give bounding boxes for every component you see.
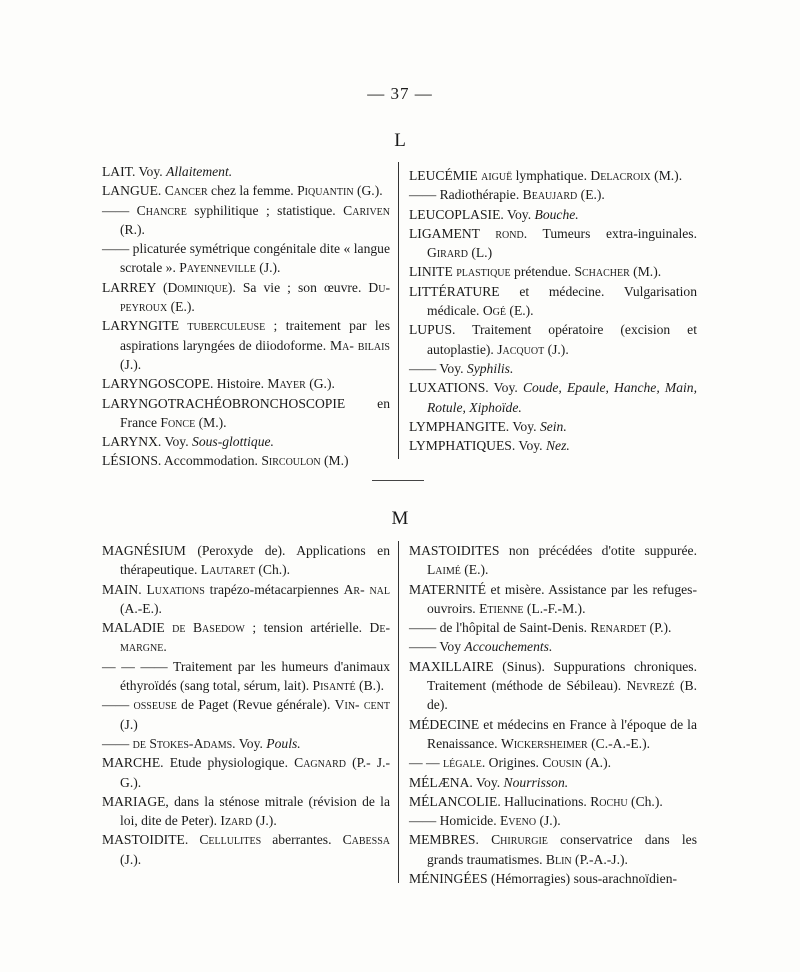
cross-reference: Sein.: [539, 418, 567, 434]
index-entry: [409, 792, 697, 811]
entry-text: MÉDECINE et médecins en France à l'époque de la Renaissance.: [409, 716, 697, 751]
index-entry: [409, 541, 697, 580]
entry-text: ——: [102, 735, 133, 751]
index-entry: [102, 394, 390, 433]
entry-text: (P.-A.-J.).: [571, 851, 628, 867]
entry-text: (J.).: [255, 260, 281, 276]
author-name: Fonce: [160, 414, 196, 430]
entry-text: ; tension artérielle.: [244, 620, 370, 636]
cross-reference: Allaitement.: [166, 164, 233, 179]
index-entry: [409, 637, 697, 656]
entry-text: (E.).: [167, 299, 195, 315]
entry-text: —— Voy.: [409, 360, 467, 376]
author-name: De- margne.: [120, 620, 390, 655]
section-separator: [372, 480, 424, 481]
index-column-m-right: [409, 541, 697, 888]
entry-text: —— de l'hôpital de Saint-Denis.: [409, 620, 591, 636]
entry-text: (J.).: [536, 813, 561, 829]
entry-text: LAIT. Voy.: [102, 164, 167, 179]
entry-text: (J.).: [544, 341, 569, 357]
author-name: Vin- cent: [334, 697, 390, 713]
entry-text: (M.).: [195, 414, 227, 430]
entry-text: MAXILLAIRE (Sinus). Suppurations chroniques. Traitement (méthode de Sébileau).: [409, 658, 697, 694]
entry-text: ). Sa vie ; son œuvre.: [227, 279, 369, 295]
author-name: Laimé: [427, 562, 461, 578]
author-name: Ar- nal: [343, 581, 390, 597]
index-entry: [409, 436, 697, 455]
section-letter-l: L: [394, 130, 406, 151]
entry-text: (R.).: [120, 221, 145, 237]
entry-text: LARYNGOTRACHÉOBRONCHOSCOPIE en France: [102, 395, 390, 430]
entry-text: LYMPHANGITE. Voy.: [409, 418, 540, 434]
author-name: Delacroix: [590, 168, 651, 183]
index-entry: [102, 162, 390, 181]
index-entry: [409, 580, 697, 619]
entry-text: (M.).: [629, 264, 662, 280]
index-entry: [409, 715, 697, 754]
entry-text: (E.).: [577, 187, 605, 203]
index-entry: [102, 432, 390, 451]
author-name: Wickersheimer: [500, 735, 588, 751]
index-entry: [409, 224, 697, 263]
author-name: Etienne: [479, 600, 524, 616]
author-name: Cousin: [542, 755, 582, 771]
entry-text: LÉSIONS. Accommodation.: [102, 453, 262, 469]
entry-text: prétendue.: [510, 264, 575, 280]
cross-reference: Nez.: [545, 438, 570, 454]
entry-text: (M.).: [650, 168, 683, 183]
entry-text: . Origines.: [481, 755, 543, 771]
entry-text: (A.).: [581, 755, 611, 771]
index-entry: [102, 580, 390, 619]
author-name: Renardet: [590, 620, 647, 636]
index-entry: [102, 181, 390, 200]
index-entry: [409, 205, 697, 224]
entry-text: (E.).: [506, 303, 534, 319]
author-name: Izard: [220, 813, 253, 829]
author-name: Beaujard: [522, 187, 578, 203]
index-entry: [102, 734, 390, 753]
author-name: Girard: [427, 245, 468, 261]
index-entry: [409, 830, 697, 869]
column-divider: [398, 162, 399, 459]
entry-text: ——: [102, 202, 137, 218]
author-name: Pisanté: [312, 678, 356, 694]
entry-text: ; traitement par les aspirations laryngées de diiodoforme.: [120, 318, 391, 353]
entry-text: (G.).: [353, 183, 383, 199]
index-entry: [409, 618, 697, 637]
page-number: — 37 —: [367, 84, 433, 103]
entry-text: LIGAMENT: [409, 225, 496, 241]
entry-text: MARCHE. Etude physiologique.: [102, 755, 295, 771]
entry-text: LYMPHATIQUES. Voy.: [409, 438, 546, 454]
index-entry: [409, 359, 697, 378]
cross-reference: Syphilis.: [466, 360, 514, 376]
index-column-l-right: [409, 166, 697, 455]
entry-text: (J.): [120, 716, 138, 732]
entry-text: MASTOIDITE.: [102, 832, 200, 848]
entry-text: LITTÉRATURE et médecine. Vulgarisation médicale.: [409, 283, 697, 319]
entry-text: LANGUE.: [102, 183, 165, 199]
author-name: aiguë: [481, 168, 513, 183]
author-name: Dominique: [167, 279, 228, 295]
author-name: Blin: [545, 851, 572, 867]
entry-text: MAGNÉSIUM (Peroxyde de). Applications en thérapeutique.: [102, 543, 390, 578]
index-entry: [102, 830, 390, 869]
author-name: Nevrezé: [626, 678, 675, 694]
entry-text: MÉLANCOLIE. Hallucinations.: [409, 793, 591, 809]
entry-text: —— plicaturée symétrique congénitale dite « langue scrotale ».: [102, 241, 390, 276]
entry-text: — — —— Traitement par les humeurs d'animaux éthyroïdés (sang total, sérum, lait).: [102, 658, 390, 694]
author-name: Piquantin: [297, 183, 354, 199]
index-entry: [102, 316, 390, 374]
author-name: plastique: [456, 264, 511, 280]
entry-text: MARIAGE, dans la sténose mitrale (révision de la loi, dite de Peter).: [102, 793, 390, 829]
index-column-m-left: [102, 541, 390, 869]
index-entry: [102, 278, 390, 317]
author-name: Du- peyroux: [120, 279, 390, 315]
entry-text: —— Radiothérapie.: [409, 187, 523, 203]
index-entry: [102, 374, 390, 393]
entry-text: . Voy.: [232, 735, 267, 751]
index-entry: [409, 185, 697, 204]
entry-text: (J.).: [252, 813, 277, 829]
entry-text: (B.).: [355, 678, 384, 694]
cross-reference: Coude, Epaule, Hanche, Main, Rotule, Xiphoïde.: [427, 380, 697, 415]
author-name: Chancre: [136, 202, 187, 218]
index-entry: [102, 657, 390, 696]
entry-text: (E.).: [460, 562, 489, 578]
index-entry: [102, 451, 390, 470]
author-name: Eveno: [500, 813, 537, 829]
author-name: de Stokes-Adams: [132, 735, 233, 751]
entry-text: (C.-A.-E.).: [587, 735, 651, 751]
author-name: Schacher: [574, 264, 630, 280]
entry-text: LUPUS. Traitement opératoire (excision et autoplastie).: [409, 322, 697, 357]
entry-text: (G.).: [305, 376, 335, 392]
entry-text: —— Voy: [409, 639, 465, 655]
author-name: Sircoulon: [261, 453, 321, 469]
index-entry: [102, 792, 390, 831]
entry-text: LEUCOPLASIE. Voy.: [409, 206, 535, 222]
entry-text: LEUCÉMIE: [409, 168, 482, 183]
author-name: Cagnard: [294, 755, 346, 771]
entry-text: (L.): [467, 245, 493, 261]
entry-text: (J.).: [120, 356, 142, 372]
section-letter-m: M: [391, 508, 409, 529]
entry-text: (A.-E.).: [120, 600, 162, 616]
author-name: Cancer: [164, 183, 208, 199]
author-name: Cabessa: [342, 832, 390, 848]
entry-text: LINITE: [409, 264, 457, 280]
author-name: Chirurgie: [491, 832, 548, 848]
entry-text: (P.).: [646, 620, 672, 636]
index-column-l-left: [102, 162, 390, 471]
entry-text: MEMBRES.: [409, 832, 492, 848]
cross-reference: Sous-glottique.: [192, 434, 274, 450]
cross-reference: Nourrisson.: [503, 774, 569, 790]
entry-text: — —: [409, 755, 443, 771]
entry-text: (Ch.).: [627, 793, 663, 809]
index-entry: [102, 753, 390, 792]
entry-text: . Tumeurs extra-inguinales.: [523, 225, 697, 241]
author-name: Rochu: [590, 793, 628, 809]
entry-text: —— Homicide.: [409, 813, 500, 829]
author-name: Mayer: [267, 376, 306, 392]
author-name: Ogé: [482, 303, 507, 319]
index-entry: [102, 239, 390, 278]
entry-text: (J.).: [120, 851, 142, 867]
index-entry: [409, 417, 697, 436]
entry-text: (M.): [320, 453, 349, 469]
index-entry: [409, 657, 697, 715]
entry-text: MÉLÆNA. Voy.: [409, 774, 504, 790]
author-name: Cariven: [343, 202, 390, 218]
entry-text: MATERNITÉ et misère. Assistance par les refuges-ouvroirs.: [409, 581, 697, 616]
index-entry: [409, 320, 697, 359]
index-entry: [102, 541, 390, 580]
entry-text: (Ch.).: [254, 562, 291, 578]
entry-text: MAIN.: [102, 581, 147, 597]
entry-text: syphilitique ; statistique.: [186, 202, 344, 218]
entry-text: (L.-F.-M.).: [523, 600, 586, 616]
author-name: de Basedow: [172, 620, 245, 636]
entry-text: LARYNGITE: [102, 318, 188, 334]
cross-reference: Pouls.: [266, 735, 301, 751]
author-name: Ma- bilais: [330, 337, 390, 353]
entry-text: lymphatique.: [512, 168, 591, 183]
author-name: Lautaret: [200, 562, 255, 578]
index-entry: [409, 166, 697, 185]
entry-text: MÉNINGÉES (Hémorragies) sous-arachnoïdien-: [409, 871, 678, 887]
index-entry: [409, 262, 697, 281]
entry-text: aberrantes.: [261, 832, 343, 848]
entry-text: (P.- J.-G.).: [120, 755, 390, 790]
index-entry: [409, 378, 697, 417]
entry-text: MASTOIDITES non précédées d'otite suppurée.: [409, 543, 697, 558]
entry-text: ——: [102, 697, 134, 713]
author-name: Payenneville: [179, 260, 256, 276]
column-divider: [398, 541, 399, 883]
index-entry: [102, 618, 390, 657]
entry-text: LUXATIONS. Voy.: [409, 380, 523, 396]
index-entry: [409, 282, 697, 321]
index-entry: [409, 753, 697, 772]
cross-reference: Accouchements.: [464, 639, 553, 655]
author-name: légale: [442, 755, 482, 771]
index-entry: [102, 695, 390, 734]
entry-text: (B. de).: [427, 678, 697, 713]
entry-text: chez la femme.: [207, 183, 298, 199]
entry-text: conservatrice dans les grands traumatismes.: [427, 832, 697, 867]
author-name: osseuse: [133, 697, 177, 713]
entry-text: LARYNGOSCOPE. Histoire.: [102, 376, 268, 392]
author-name: Jacquot: [497, 341, 545, 357]
author-name: Luxations: [146, 581, 205, 597]
entry-text: LARREY (: [102, 279, 168, 295]
entry-text: de Paget (Revue générale).: [176, 697, 335, 713]
author-name: tuberculeuse: [187, 318, 266, 334]
index-entry: [102, 201, 390, 240]
index-entry: [409, 811, 697, 830]
entry-text: LARYNX. Voy.: [102, 434, 193, 450]
author-name: rond: [495, 225, 524, 241]
entry-text: trapézo-métacarpiennes: [204, 581, 344, 597]
author-name: Cellulites: [199, 832, 262, 848]
entry-text: MALADIE: [102, 620, 173, 636]
index-entry: [409, 869, 697, 888]
index-entry: [409, 773, 697, 792]
cross-reference: Bouche.: [534, 206, 579, 222]
